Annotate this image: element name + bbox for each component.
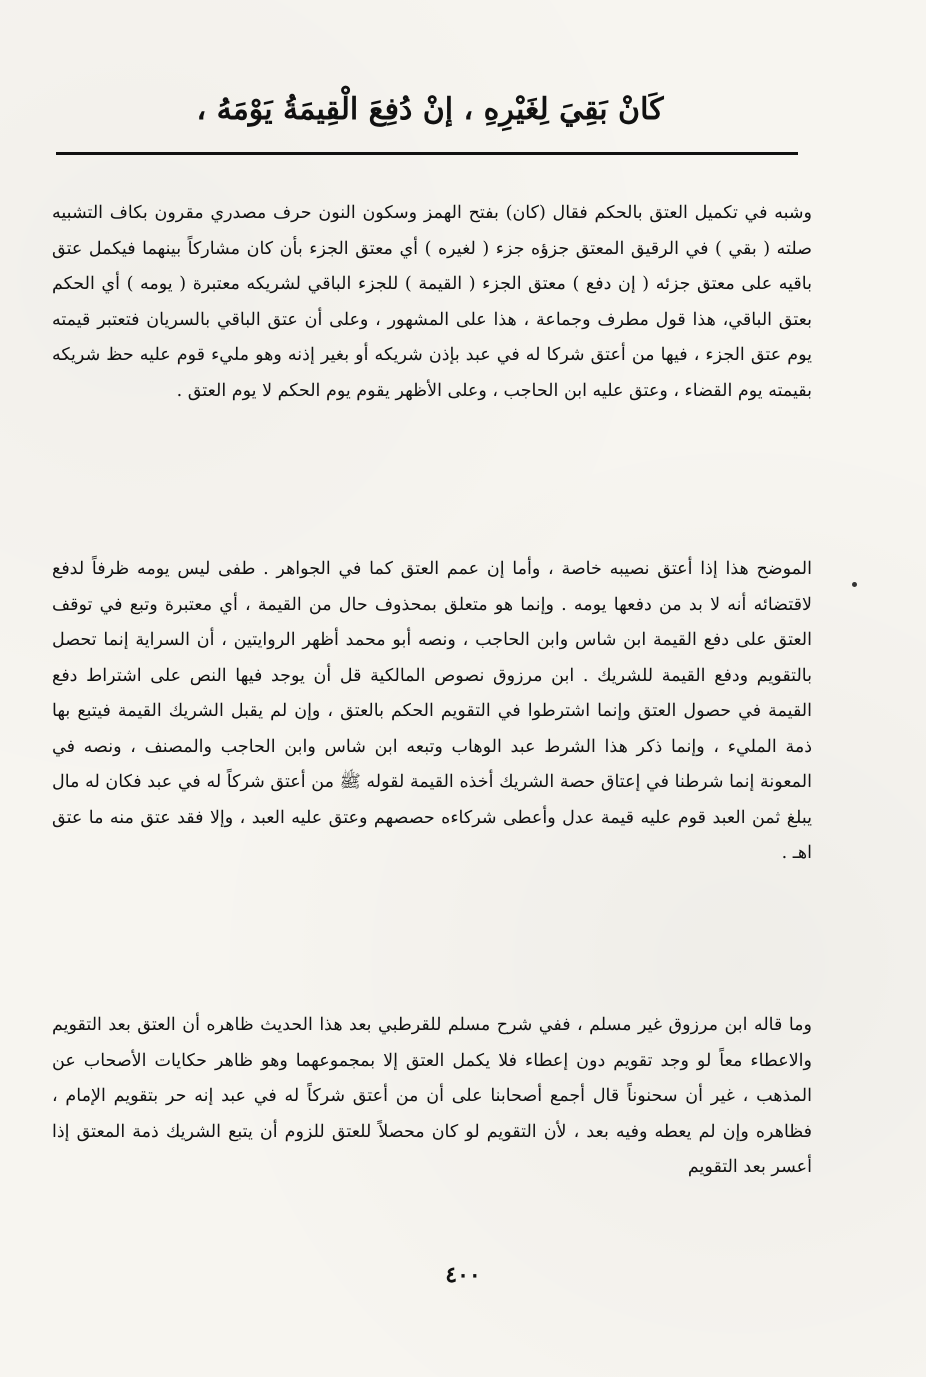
margin-dot — [852, 582, 857, 587]
paragraph-text: وشبه في تكميل العتق بالحكم فقال (كان) بفتح الهمز وسكون النون حرف مصدري مقرون بكاف التشبيه صلته ( بقي ) في الرقيق المعتق جزؤه جزء ( لغيره ) أي معتق الجزء بأن كان مشاركاً بينهما فيكمل عتق باقيه على معتق جزئه ( إن دفع ) معتق الجزء ( القيمة ) للجزء الباقي لشريكه معتبرة ( يومه ) أي الحكم بعتق الباقي، هذا قول مطرف وجماعة ، هذا على المشهور ، وعلى أن عتق الباقي بالسريان فتعتبر قيمته يوم عتق الجزء ، فيها من أعتق شركا له في عبد بإذن شريكه أو بغير إذنه وهو مليء قوم عليه حظ شريكه بقيمته يوم القضاء ، وعتق عليه ابن الحاجب ، وعلى الأظهر يقوم يوم الحكم لا يوم العتق . — [52, 203, 812, 401]
header-divider — [56, 152, 798, 155]
page-number: ٤٠٠ — [445, 1262, 481, 1288]
page-header-verse: كَانْ بَقِيَ لِغَيْرِهِ ، إنْ دُفِعَ الْقِيمَةُ يَوْمَهُ ، — [196, 92, 664, 127]
paragraph-text: وما قاله ابن مرزوق غير مسلم ، ففي شرح مسلم للقرطبي بعد هذا الحديث ظاهره أن العتق بعد التقويم والاعطاء معاً لو وجد تقويم دون إعطاء فلا يكمل العتق إلا بمجموعهما وهو ظاهر حكايات الأصحاب عن المذهب ، غير أن سحنوناً قال أجمع أصحابنا على أن من أعتق شركاً له في عبد إنه حر بتقويم الإمام ، فظاهره وإن لم يعطه وفيه بعد ، لأن التقويم لو كان محصلاً للعتق للزوم أن يتبع الشريك ذمة المعتق إذا أعسر بعد التقويم — [52, 1015, 812, 1177]
paragraph-text: الموضح هذا إذا أعتق نصيبه خاصة ، وأما إن عمم العتق كما في الجواهر . طفى ليس يومه ظرفاً لدفع لاقتضائه أنه لا بد من دفعها يومه . وإنما هو متعلق بمحذوف حال من القيمة ، أي معتبرة وتبع في توقف العتق على دفع القيمة ابن شاس وابن الحاجب ، ونصه أبو محمد أظهر الروايتين ، أن السراية إنما تحصل بالتقويم ودفع القيمة للشريك . ابن مرزوق نصوص المالكية قل أن يوجد فيها النص على اشتراط دفع القيمة في حصول العتق وإنما اشترطوا في التقويم الحكم بالعتق ، وإن لم يقبل الشريك القيمة فيتبع بها ذمة المليء ، وإنما ذكر هذا الشرط عبد الوهاب وتبعه ابن شاس وابن الحاجب والمصنف ، ونصه في المعونة إنما شرطنا في إعتاق حصة الشريك أخذه القيمة لقوله ﷺ من أعتق شركاً له في عبد فكان له مال يبلغ ثمن العبد قوم عليه قيمة عدل وأعطى شركاءه حصصهم وعتق عليه العبد ، وإلا فقد عتق منه ما عتق اهـ . — [52, 559, 812, 863]
commentary-paragraph-1 — [52, 196, 812, 409]
commentary-paragraph-2 — [52, 552, 812, 872]
commentary-paragraph-3 — [52, 1008, 812, 1186]
